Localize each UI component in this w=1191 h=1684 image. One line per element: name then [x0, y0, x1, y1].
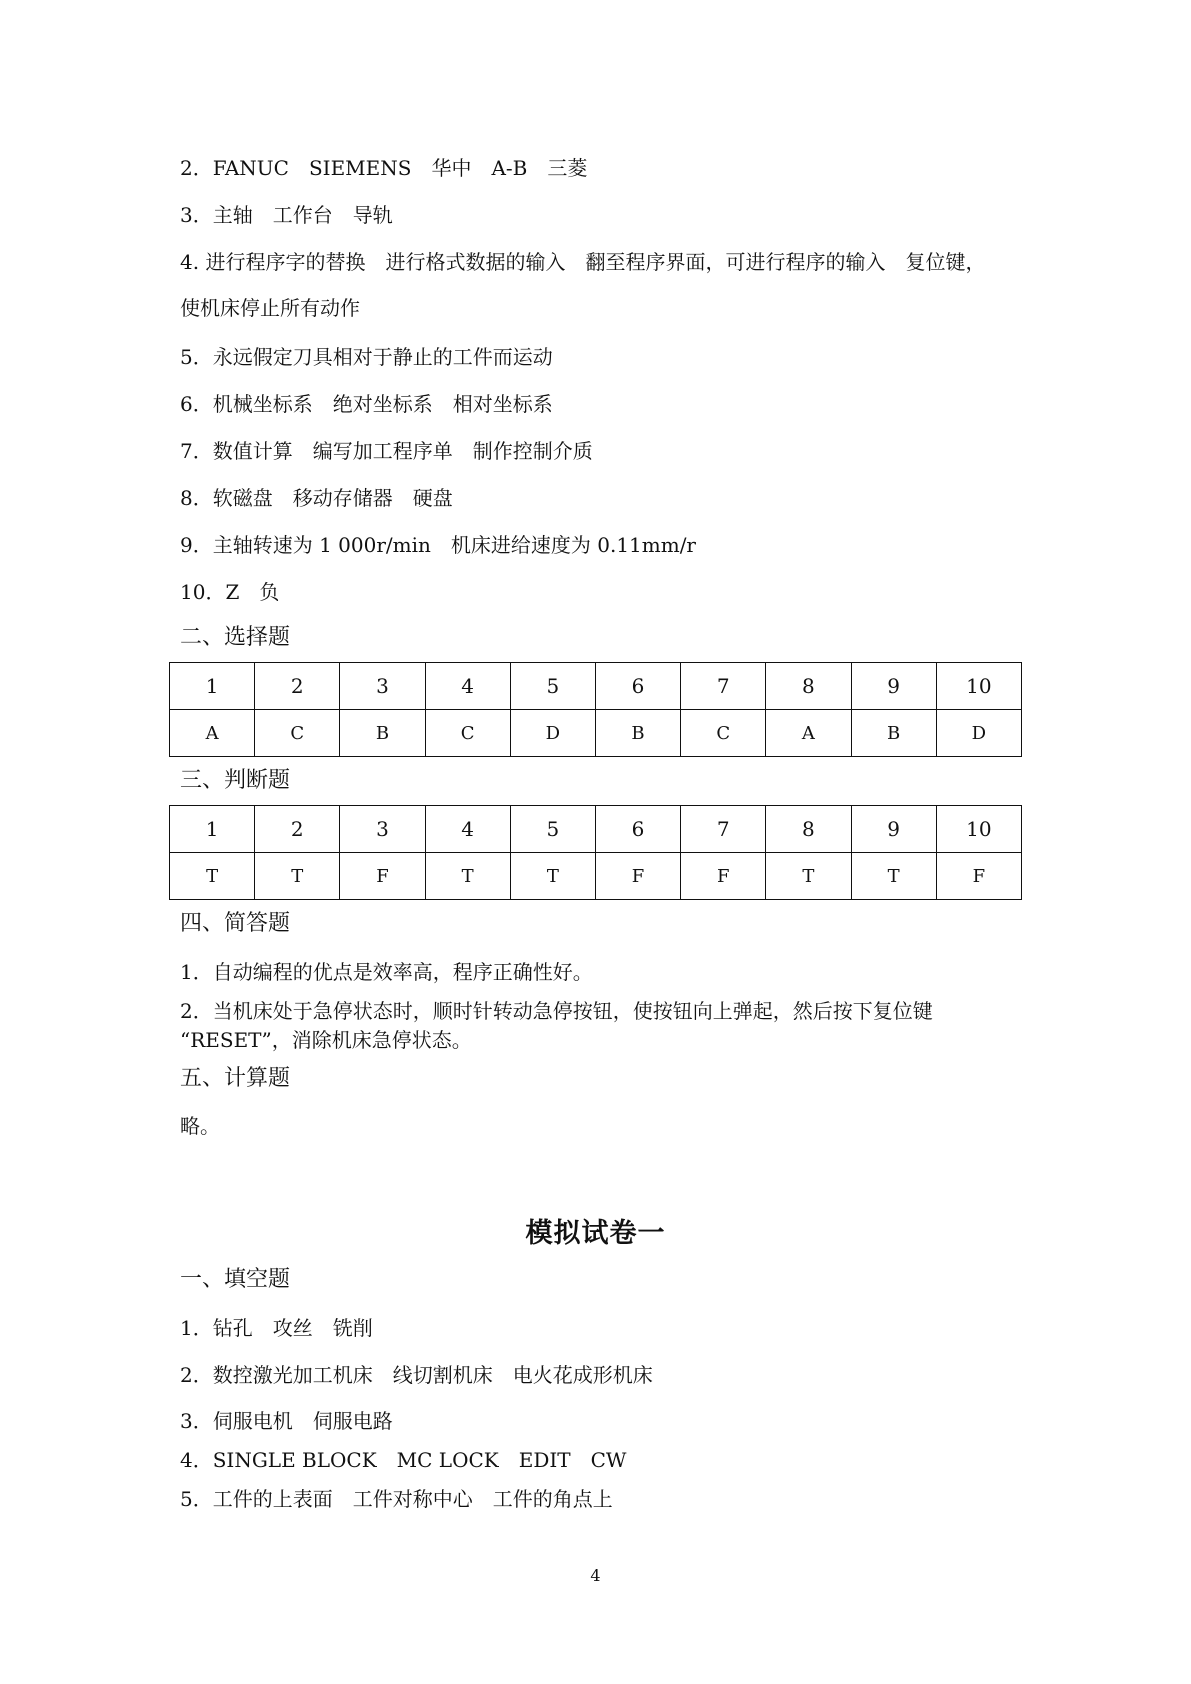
choice-answer-table [169, 662, 1022, 757]
mock-exam-title: 模拟试卷一 [525, 1218, 666, 1249]
judge-answer-cell: F [936, 853, 1021, 900]
judge-answer-cell: T [255, 853, 340, 900]
page-number: 4 [590, 1566, 601, 1585]
choice-answer-cell: B [340, 710, 425, 757]
judge-number-cell: 8 [766, 806, 851, 853]
choice-number-cell: 4 [425, 663, 510, 710]
choice-answer-cell: A [170, 710, 255, 757]
mock-fill-heading: 一、填空题 [180, 1267, 291, 1292]
choice-answer-cell: D [936, 710, 1021, 757]
choice-number-cell: 8 [766, 663, 851, 710]
judge-number-cell: 5 [510, 806, 595, 853]
choice-number-row [170, 663, 1022, 710]
fill-answer-2: 2．FANUC SIEMENS 华中 A-B 三菱 [180, 156, 588, 180]
mock-fill-answer-5: 5．工件的上表面 工件对称中心 工件的角点上 [180, 1487, 613, 1511]
choice-section-heading: 二、选择题 [180, 625, 291, 650]
fill-answer-5: 5．永远假定刀具相对于静止的工件而运动 [180, 345, 553, 369]
fill-answer-8: 8．软磁盘 移动存储器 硬盘 [180, 486, 453, 510]
judge-number-cell: 7 [681, 806, 766, 853]
choice-answer-cell: C [681, 710, 766, 757]
short-answer-2-line1: 2．当机床处于急停状态时，顺时针转动急停按钮，使按钮向上弹起，然后按下复位键 [180, 999, 933, 1023]
judge-number-cell: 1 [170, 806, 255, 853]
judge-answer-cell: F [595, 853, 680, 900]
calc-section-heading: 五、计算题 [180, 1066, 291, 1091]
judge-number-cell: 4 [425, 806, 510, 853]
fill-answer-7: 7．数值计算 编写加工程序单 制作控制介质 [180, 439, 593, 463]
judge-number-cell: 3 [340, 806, 425, 853]
choice-number-cell: 5 [510, 663, 595, 710]
short-answer-section-heading: 四、简答题 [180, 911, 291, 936]
fill-answer-4-line2: 使机床停止所有动作 [180, 296, 360, 320]
mock-fill-answer-2: 2．数控激光加工机床 线切割机床 电火花成形机床 [180, 1363, 653, 1387]
judge-number-cell: 10 [936, 806, 1021, 853]
judge-answer-cell: T [425, 853, 510, 900]
short-answer-1: 1．自动编程的优点是效率高，程序正确性好。 [180, 960, 593, 984]
mock-fill-answer-3: 3．伺服电机 伺服电路 [180, 1409, 393, 1433]
choice-number-cell: 7 [681, 663, 766, 710]
judge-answer-cell: F [340, 853, 425, 900]
calc-section-text: 略。 [180, 1114, 220, 1138]
choice-number-cell: 1 [170, 663, 255, 710]
fill-answer-3: 3．主轴 工作台 导轨 [180, 203, 393, 227]
judge-number-cell: 6 [595, 806, 680, 853]
mock-fill-answer-4: 4．SINGLE BLOCK MC LOCK EDIT CW [180, 1448, 627, 1472]
judge-number-row [170, 806, 1022, 853]
mock-fill-answer-1: 1．钻孔 攻丝 铣削 [180, 1316, 373, 1340]
judge-answer-cell: T [170, 853, 255, 900]
fill-answer-10: 10．Z 负 [180, 580, 280, 604]
judge-answer-cell: F [681, 853, 766, 900]
choice-answer-cell: B [851, 710, 936, 757]
choice-answer-cell: D [510, 710, 595, 757]
judge-answer-table [169, 805, 1022, 900]
choice-answer-row [170, 710, 1022, 757]
judge-number-cell: 9 [851, 806, 936, 853]
judge-answer-row [170, 853, 1022, 900]
choice-number-cell: 2 [255, 663, 340, 710]
choice-number-cell: 3 [340, 663, 425, 710]
choice-answer-cell: C [425, 710, 510, 757]
choice-number-cell: 6 [595, 663, 680, 710]
choice-answer-cell: A [766, 710, 851, 757]
fill-answer-9: 9．主轴转速为 1 000r/min 机床进给速度为 0.11mm/r [180, 533, 696, 557]
short-answer-2-line2: “RESET”，消除机床急停状态。 [180, 1028, 472, 1052]
judge-answer-cell: T [851, 853, 936, 900]
choice-answer-cell: B [595, 710, 680, 757]
judge-section-heading: 三、判断题 [180, 768, 291, 793]
fill-answer-6: 6．机械坐标系 绝对坐标系 相对坐标系 [180, 392, 553, 416]
judge-answer-cell: T [510, 853, 595, 900]
choice-number-cell: 10 [936, 663, 1021, 710]
choice-answer-cell: C [255, 710, 340, 757]
judge-number-cell: 2 [255, 806, 340, 853]
judge-answer-cell: T [766, 853, 851, 900]
choice-number-cell: 9 [851, 663, 936, 710]
fill-answer-4-line1: 4. 进行程序字的替换 进行格式数据的输入 翻至程序界面，可进行程序的输入 复位键， [180, 250, 986, 274]
